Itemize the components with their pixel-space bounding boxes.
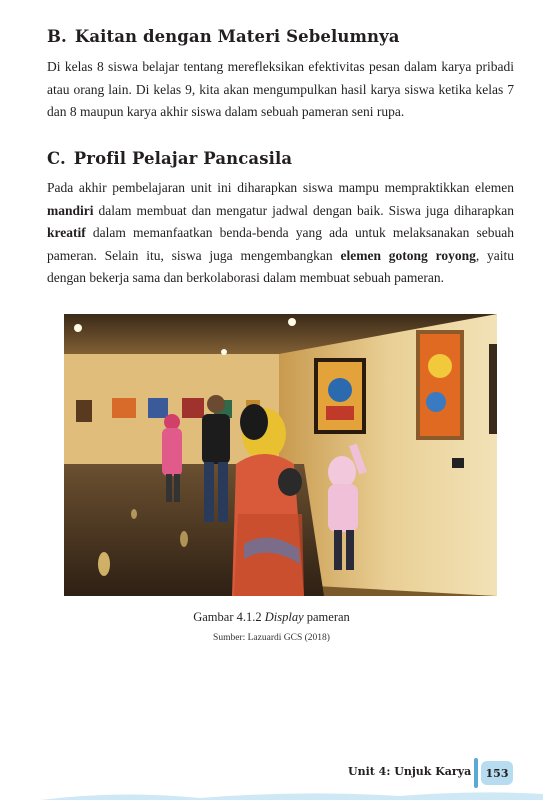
page-tab-stripe bbox=[474, 758, 478, 788]
section-c-paragraph bbox=[47, 177, 514, 290]
section-c-text-3: dalam memanfaatkan benda-benda yang ada untuk melaksanakan sebuah pameran. Selain itu, siswa juga mengembangkan bbox=[47, 225, 514, 263]
figure-caption bbox=[0, 610, 543, 625]
page-number: 153 bbox=[481, 761, 513, 785]
caption-suffix: pameran bbox=[303, 610, 350, 624]
section-c-text-2: dalam membuat dan mengatur jadwal dengan baik. Siswa juga diharapkan bbox=[93, 202, 514, 218]
keyword-kreatif: kreatif bbox=[47, 225, 86, 240]
exhibition-photo bbox=[64, 314, 497, 596]
caption-italic: Display bbox=[264, 610, 304, 624]
section-b-heading bbox=[47, 27, 400, 46]
footer-wave bbox=[0, 790, 543, 800]
figure-source: Sumber: Lazuardi GCS (2018) bbox=[213, 633, 330, 643]
section-b-paragraph: Di kelas 8 siswa belajar tentang merefleksikan efektivitas pesan dalam karya pribadi atau orang lain. Di kelas 9, kita akan mengumpulkan hasil karya siswa ketika kelas 7 dan 8 maupun karya akhir siswa dalam sebuah pameran seni rupa. bbox=[47, 59, 514, 119]
section-c-heading bbox=[47, 149, 292, 168]
footer-unit-title: Unit 4: Unjuk Karya bbox=[348, 765, 472, 778]
section-b-number: B. bbox=[47, 27, 67, 46]
section-c-text-1: Pada akhir pembelajaran unit ini diharapkan siswa mampu mempraktikkan elemen bbox=[47, 180, 514, 195]
section-c-text-4: , yaitu dengan bekerja sama dan berkolaborasi dalam membuat sebuah pameran. bbox=[47, 247, 514, 285]
section-c-number: C. bbox=[47, 149, 66, 168]
section-b-title: Kaitan dengan Materi Sebelumnya bbox=[74, 27, 400, 46]
caption-prefix: Gambar 4.1.2 bbox=[193, 610, 265, 624]
section-c-title: Profil Pelajar Pancasila bbox=[73, 149, 293, 168]
keyword-gotong-royong: elemen gotong royong bbox=[340, 247, 476, 263]
keyword-mandiri: mandiri bbox=[47, 202, 94, 218]
